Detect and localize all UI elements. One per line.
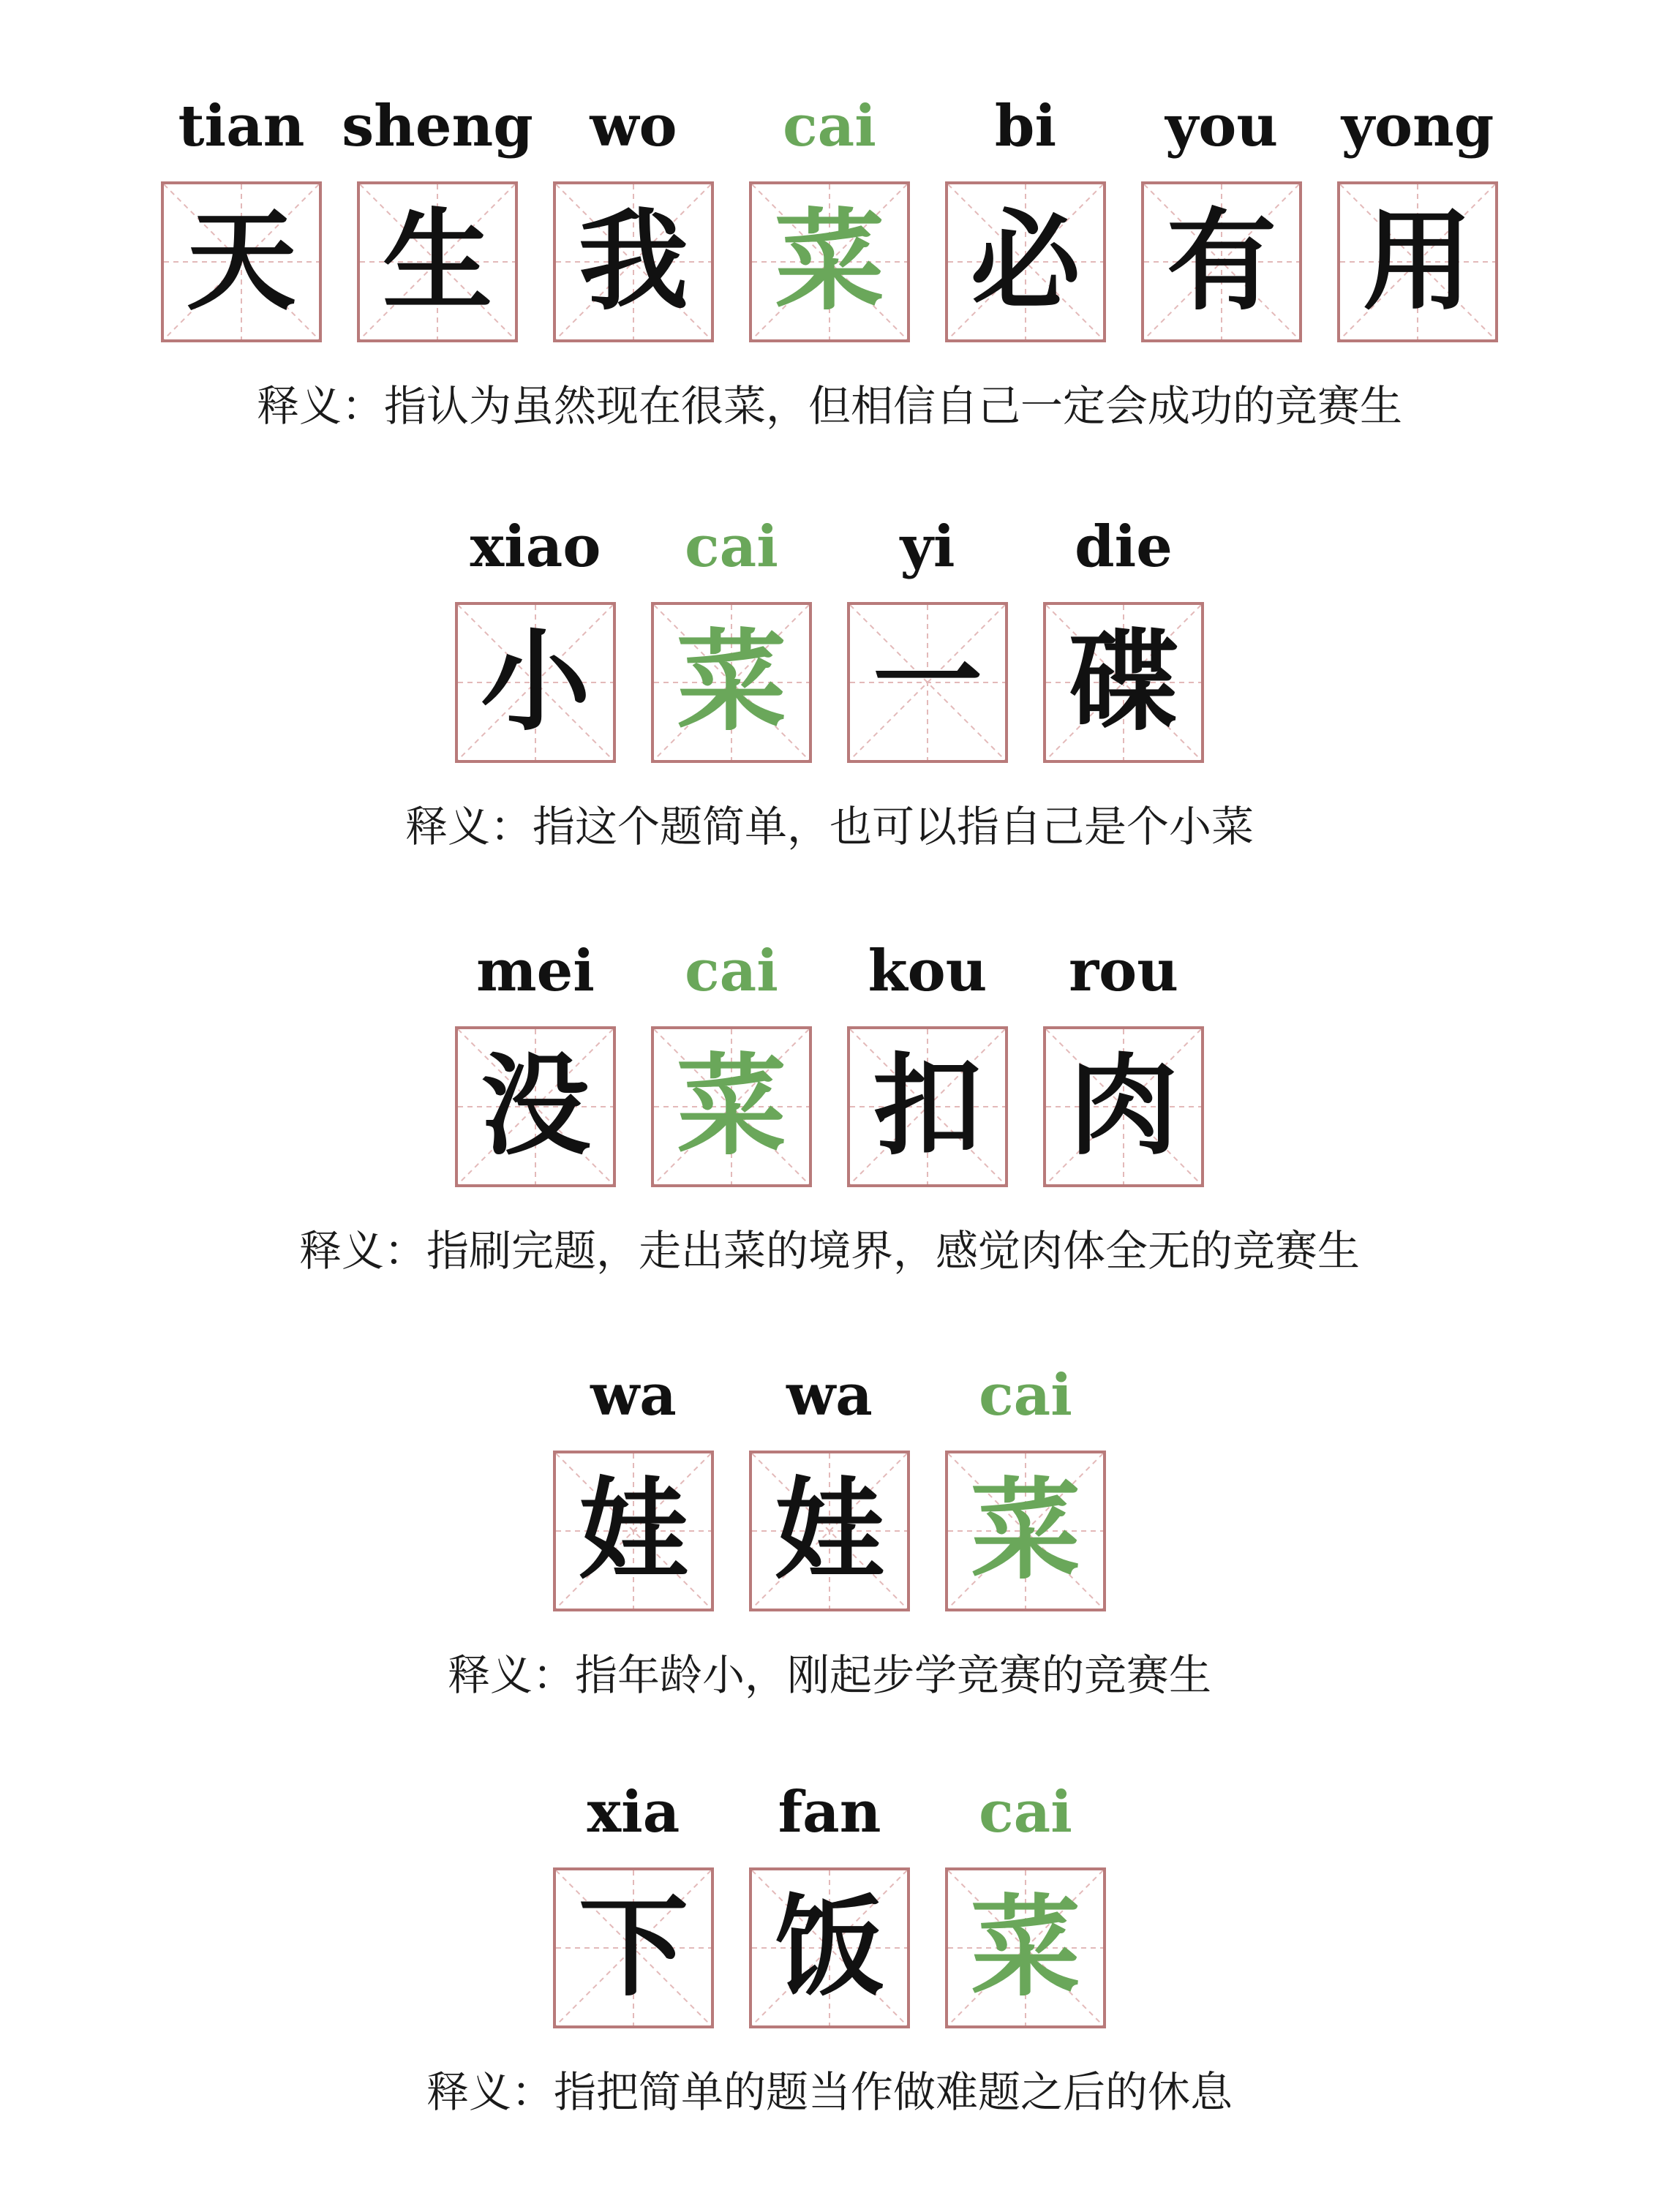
pinyin: you (1165, 93, 1279, 159)
hanzi-character-highlighted: 菜 (676, 1043, 786, 1170)
char-cell (945, 1772, 1106, 2028)
tian-zi-grid-box (749, 181, 910, 342)
tian-zi-grid-box (847, 602, 1008, 763)
tian-zi-grid-box (749, 1867, 910, 2028)
phrase-2 (0, 507, 1659, 854)
char-cell (945, 86, 1106, 342)
meaning-text: 释义：指刷完题，走出菜的境界，感觉肉体全无的竞赛生 (298, 1226, 1360, 1276)
hanzi-character: 饭 (774, 1884, 884, 2012)
char-cell (1141, 86, 1302, 342)
hanzi-character: 有 (1166, 198, 1276, 326)
char-cell (342, 86, 533, 342)
char-cell (161, 86, 322, 342)
hanzi-character: 肉 (1068, 1043, 1178, 1170)
pinyin: tian (178, 93, 305, 159)
hanzi-character-highlighted: 菜 (970, 1884, 1080, 2012)
hanzi-character: 生 (382, 198, 492, 326)
tian-zi-grid-box (455, 602, 616, 763)
tian-zi-grid-box (651, 602, 812, 763)
pinyin: bi (994, 93, 1057, 159)
hanzi-character: 用 (1362, 198, 1472, 326)
pinyin: die (1075, 514, 1173, 580)
hanzi-character: 下 (578, 1884, 688, 2012)
tian-zi-grid-box (1043, 1026, 1204, 1187)
hanzi-character: 必 (970, 198, 1080, 326)
phrase-5 (0, 1772, 1659, 2119)
pinyin: kou (868, 938, 988, 1004)
char-cell (651, 507, 812, 763)
pinyin: mei (476, 938, 595, 1004)
char-cell (749, 86, 910, 342)
tian-zi-grid-box (945, 181, 1106, 342)
hanzi-character: 扣 (872, 1043, 982, 1170)
meaning-text: 释义：指认为虽然现在很菜，但相信自己一定会成功的竞赛生 (256, 381, 1402, 431)
tian-zi-grid-box (1337, 181, 1498, 342)
char-cell (651, 931, 812, 1187)
char-cell (847, 507, 1008, 763)
tian-zi-grid-box (1141, 181, 1302, 342)
tian-zi-grid-box (847, 1026, 1008, 1187)
phrase-1 (0, 86, 1659, 433)
tian-zi-grid-box (553, 1451, 714, 1611)
tian-zi-grid-box (553, 1867, 714, 2028)
hanzi-character-highlighted: 菜 (970, 1467, 1080, 1595)
char-row (0, 1772, 1659, 2028)
pinyin-highlighted: cai (685, 938, 778, 1004)
pinyin: rou (1069, 938, 1178, 1004)
phrase-4 (0, 1355, 1659, 1702)
hanzi-character: 没 (480, 1043, 590, 1170)
meaning-text: 释义：指年龄小，刚起步学竞赛的竞赛生 (447, 1650, 1211, 1700)
char-cell (455, 931, 616, 1187)
pinyin: wa (590, 1362, 677, 1429)
hanzi-character: 娃 (774, 1467, 884, 1595)
pinyin: fan (778, 1779, 881, 1846)
char-cell (553, 1772, 714, 2028)
pinyin-highlighted: cai (685, 514, 778, 580)
char-row (0, 1355, 1659, 1611)
char-row (0, 86, 1659, 342)
hanzi-character-highlighted: 菜 (774, 198, 884, 326)
hanzi-character: 一 (872, 619, 982, 746)
hanzi-character: 碟 (1068, 619, 1178, 746)
pinyin-highlighted: cai (979, 1362, 1072, 1429)
char-cell (1043, 507, 1204, 763)
char-cell (1043, 931, 1204, 1187)
pinyin: yong (1341, 93, 1494, 159)
tian-zi-grid-box (749, 1451, 910, 1611)
meaning-text: 释义：指把简单的题当作做难题之后的休息 (426, 2067, 1233, 2117)
pinyin: xiao (470, 514, 601, 580)
pinyin: wo (590, 93, 677, 159)
hanzi-character: 天 (186, 198, 296, 326)
char-cell (749, 1355, 910, 1611)
char-row (0, 507, 1659, 763)
hanzi-character: 我 (578, 198, 688, 326)
tian-zi-grid-box (161, 181, 322, 342)
tian-zi-grid-box (945, 1867, 1106, 2028)
char-cell (553, 1355, 714, 1611)
hanzi-character-highlighted: 菜 (676, 619, 786, 746)
char-cell (553, 86, 714, 342)
tian-zi-grid-box (553, 181, 714, 342)
char-cell (945, 1355, 1106, 1611)
char-cell (455, 507, 616, 763)
char-cell (847, 931, 1008, 1187)
hanzi-character: 小 (480, 619, 590, 746)
char-cell (1337, 86, 1498, 342)
tian-zi-grid-box (651, 1026, 812, 1187)
char-cell (749, 1772, 910, 2028)
pinyin: yi (900, 514, 955, 580)
tian-zi-grid-box (945, 1451, 1106, 1611)
char-row (0, 931, 1659, 1187)
pinyin: sheng (342, 93, 533, 159)
pinyin-highlighted: cai (783, 93, 876, 159)
tian-zi-grid-box (1043, 602, 1204, 763)
tian-zi-grid-box (455, 1026, 616, 1187)
pinyin: xia (587, 1779, 680, 1846)
meaning-text: 释义：指这个题简单，也可以指自己是个小菜 (405, 802, 1254, 851)
pinyin: wa (786, 1362, 873, 1429)
pinyin-highlighted: cai (979, 1779, 1072, 1846)
phrase-3 (0, 931, 1659, 1278)
hanzi-character: 娃 (578, 1467, 688, 1595)
tian-zi-grid-box (357, 181, 518, 342)
